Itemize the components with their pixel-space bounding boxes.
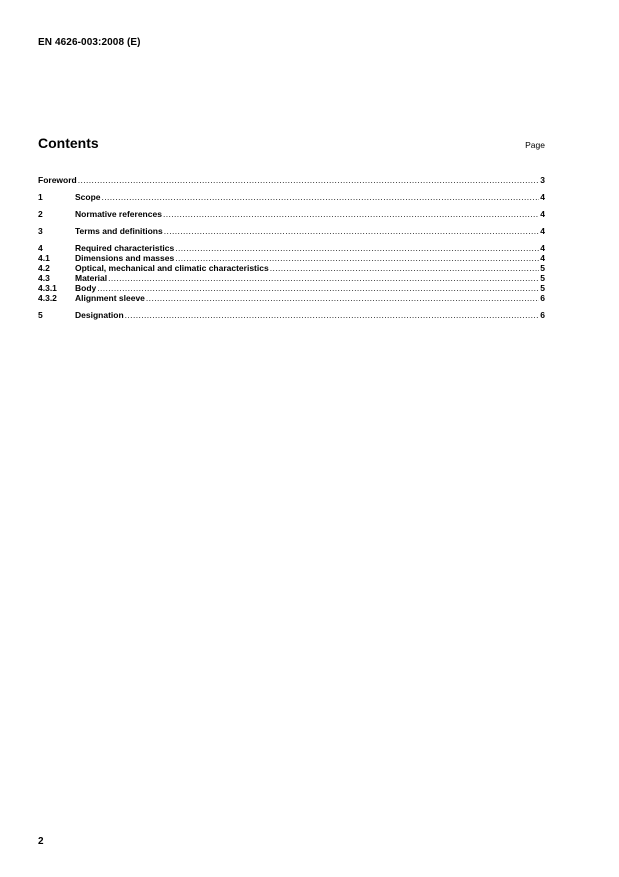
toc-entry-number: 5 bbox=[38, 310, 43, 320]
toc-entry-designation[interactable] bbox=[38, 310, 545, 320]
toc-entry-number: 4.3.2 bbox=[38, 293, 57, 303]
dot-leader bbox=[102, 192, 540, 202]
toc-entry-page: 6 bbox=[540, 293, 545, 303]
toc-entry-required-characteristics[interactable] bbox=[38, 243, 545, 253]
toc-entry-number: 4.1 bbox=[38, 253, 50, 263]
toc-entry-optical-mechanical-climatic[interactable] bbox=[38, 263, 545, 273]
document-id: EN 4626-003:2008 (E) bbox=[38, 37, 141, 48]
dot-leader bbox=[125, 310, 540, 320]
toc-entry-page: 5 bbox=[540, 283, 545, 293]
toc-entry-title: Alignment sleeve bbox=[75, 293, 145, 303]
toc-entry-number: 3 bbox=[38, 226, 43, 236]
toc-entry-number: 4.3 bbox=[38, 273, 50, 283]
page-column-label: Page bbox=[525, 140, 545, 150]
toc-entry-title: Terms and definitions bbox=[75, 226, 163, 236]
toc-entry-scope[interactable] bbox=[38, 192, 545, 202]
toc-entry-number: 1 bbox=[38, 192, 43, 202]
toc-entry-alignment-sleeve[interactable] bbox=[38, 293, 545, 303]
dot-leader bbox=[164, 226, 540, 236]
toc-entry-title: Designation bbox=[75, 310, 124, 320]
toc-entry-title: Foreword bbox=[38, 175, 77, 185]
toc-entry-material[interactable] bbox=[38, 273, 545, 283]
toc-entry-dimensions-and-masses[interactable] bbox=[38, 253, 545, 263]
toc-entry-page: 4 bbox=[540, 226, 545, 236]
toc-entry-terms-and-definitions[interactable] bbox=[38, 226, 545, 236]
dot-leader bbox=[146, 293, 539, 303]
toc-entry-number: 4 bbox=[38, 243, 43, 253]
page-number: 2 bbox=[38, 836, 44, 847]
toc-entry-title: Body bbox=[75, 283, 97, 293]
toc-entry-title: Scope bbox=[75, 192, 101, 202]
toc-entry-foreword[interactable] bbox=[38, 175, 545, 185]
table-of-contents bbox=[38, 175, 545, 320]
toc-entry-page: 5 bbox=[540, 273, 545, 283]
toc-entry-title: Optical, mechanical and climatic characteristics bbox=[75, 263, 269, 273]
toc-entry-title: Dimensions and masses bbox=[75, 253, 175, 263]
toc-entry-page: 4 bbox=[540, 192, 545, 202]
dot-leader bbox=[270, 263, 540, 273]
dot-leader bbox=[175, 243, 539, 253]
contents-heading: Contents bbox=[38, 135, 99, 151]
toc-entry-page: 4 bbox=[540, 253, 545, 263]
dot-leader bbox=[163, 209, 539, 219]
toc-entry-page: 6 bbox=[540, 310, 545, 320]
dot-leader bbox=[78, 175, 540, 185]
toc-entry-page: 3 bbox=[540, 175, 545, 185]
dot-leader bbox=[97, 283, 539, 293]
toc-entry-number: 4.3.1 bbox=[38, 283, 57, 293]
toc-entry-title: Normative references bbox=[75, 209, 162, 219]
toc-entry-page: 4 bbox=[540, 243, 545, 253]
toc-entry-number: 4.2 bbox=[38, 263, 50, 273]
dot-leader bbox=[108, 273, 539, 283]
toc-entry-title: Material bbox=[75, 273, 108, 283]
toc-entry-body[interactable] bbox=[38, 283, 545, 293]
toc-entry-title: Required characteristics bbox=[75, 243, 175, 253]
toc-entry-page: 4 bbox=[540, 209, 545, 219]
dot-leader bbox=[175, 253, 539, 263]
toc-entry-normative-references[interactable] bbox=[38, 209, 545, 219]
toc-entry-number: 2 bbox=[38, 209, 43, 219]
toc-entry-page: 5 bbox=[540, 263, 545, 273]
